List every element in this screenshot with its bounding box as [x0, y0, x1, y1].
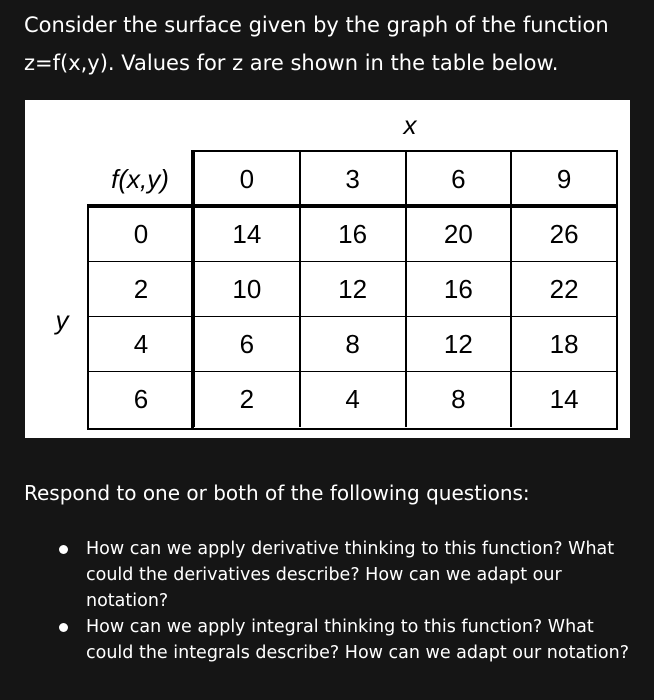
x-value-header: 6: [407, 152, 513, 206]
question-text: How can we apply derivative thinking to this function? What could the derivatives describe? How can we adapt our notation?: [86, 539, 615, 611]
z-value-cell: 12: [405, 317, 511, 371]
header-divider: [87, 204, 618, 208]
question-list: [56, 536, 636, 666]
z-value-cell: 16: [405, 262, 511, 316]
z-value-cell: 16: [299, 207, 405, 261]
x-value-header: 9: [556, 163, 572, 194]
z-value-cell: 2: [193, 372, 299, 427]
x-values-header-row: [193, 150, 618, 206]
function-table-figure: [25, 100, 630, 438]
table-row: [89, 317, 616, 372]
z-value-cell: 6: [193, 317, 299, 371]
question-text: How can we apply integral thinking to this function? What could the integrals describe? How can we adapt our notation?: [86, 617, 630, 663]
z-value-cell: 14: [193, 207, 299, 261]
intro-line-1: Consider the surface given by the graph of the function: [24, 13, 609, 37]
z-value-cell: 18: [510, 317, 616, 371]
table-row: [89, 262, 616, 317]
z-value-cell: 20: [405, 207, 511, 261]
x-value-header: 0: [195, 152, 301, 206]
z-value-cell: 10: [193, 262, 299, 316]
function-header: f(x,y): [111, 163, 169, 194]
table-row: [89, 207, 616, 262]
y-axis-label: y: [55, 305, 69, 335]
row-label-divider: [191, 150, 194, 430]
z-value-cell: 22: [510, 262, 616, 316]
bullet-icon: [59, 545, 68, 554]
y-value-cell: 4: [133, 328, 149, 359]
bullet-icon: [59, 623, 68, 632]
intro-text: [24, 6, 634, 82]
z-value-cell: 8: [405, 372, 511, 427]
z-value-cell: 8: [299, 317, 405, 371]
prompt-heading: Respond to one or both of the following questions:: [24, 481, 530, 505]
list-item: [56, 536, 636, 614]
z-value-cell: 12: [299, 262, 405, 316]
x-value-header: 3: [301, 152, 407, 206]
z-values-grid: [87, 207, 618, 430]
z-value-cell: 4: [299, 372, 405, 427]
y-value-cell: 0: [133, 218, 149, 249]
list-item: [56, 614, 636, 666]
intro-line-2: z=f(x,y). Values for z are shown in the table below.: [24, 51, 559, 75]
z-value-cell: 14: [510, 372, 616, 427]
x-axis-label: x: [403, 110, 417, 140]
z-value-cell: 26: [510, 207, 616, 261]
table-row: [89, 372, 616, 427]
y-value-cell: 2: [133, 273, 149, 304]
y-value-cell: 6: [133, 384, 149, 414]
